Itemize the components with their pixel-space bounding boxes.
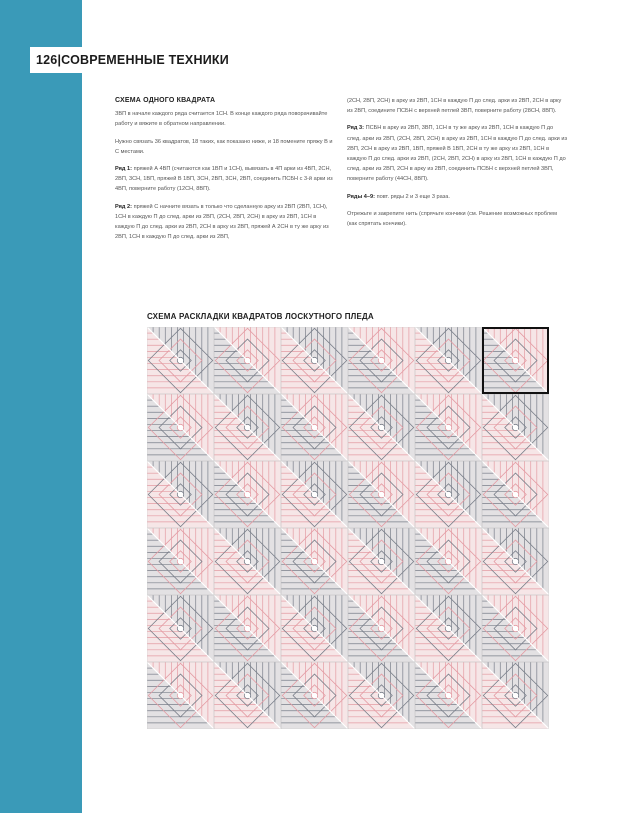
square-block — [214, 394, 281, 461]
square-block — [415, 662, 482, 729]
square-block — [415, 461, 482, 528]
square-block — [415, 595, 482, 662]
quantity-paragraph: Нужно связать 36 квадратов, 18 таких, как показано ниже, и 18 помените пряжу В и С местами. — [115, 138, 333, 155]
row2-text: пряжей С начните вязать в только что сделанную арку из 2ВП (2ВП, 1СН), 1СН в каждую П до след. арки из 2ВП, (2СН, 2ВП, 2СН) в арку из 2ВП, 1СН в каждую П до след. арки из 2ВП, 2СН в арку из 2ВП, пряжей А 2СН в ту же арку из 2ВП, 1СН в каждую П до след. арки из 2ВП, — [115, 203, 329, 241]
square-block — [214, 461, 281, 528]
row3-text: ПСБН в арку из 2ВП, 3ВП, 1СН в ту же арку из 2ВП, 1СН в каждую П до след. арки из 2ВП, (2СН, 2ВП, 2СН) в арку из 2ВП, 1СН в каждую П до след. арки из 2ВП, 2СН в арку из 2ВП, 1ВП, пряжей В 1ВП, 2СН в ту же арку из 2ВП, 1СН в каждую П до след. арки из 2ВП, (2СН, 2ВП, 2СН) в арку из 2ВП, 1СН в каждую П до след. арки из 2ВП, 2СН в арку из 2ВП, соединить ПСБН с верхней петлей 3ВП, поверните работу (44СН, 8ВП). — [347, 125, 568, 183]
square-block — [348, 528, 415, 595]
header-separator: | — [57, 53, 62, 67]
square-block — [348, 662, 415, 729]
square-block — [281, 528, 348, 595]
row1-label: Ряд 1: — [115, 166, 132, 173]
row2-label: Ряд 2: — [115, 203, 132, 210]
sidebar-band — [0, 0, 82, 813]
square-block — [214, 327, 281, 394]
row2-paragraph — [115, 202, 335, 243]
row3-paragraph — [347, 123, 567, 184]
square-block — [348, 394, 415, 461]
row2-continued: (2СН, 2ВП, 2СН) в арку из 2ВП, 1СН в каждую П до след. арки из 2ВП, 2СН в арку из 2ВП, соедините ПСБН с верхней петлей 3ВП, поверните работу (28СН, 8ВП). — [347, 98, 562, 115]
square-block — [415, 394, 482, 461]
single-square-heading: СХЕМА ОДНОГО КВАДРАТА — [115, 97, 216, 104]
layout-diagram-title: СХЕМА РАСКЛАДКИ КВАДРАТОВ ЛОСКУТНОГО ПЛЕДА — [147, 312, 374, 321]
page-number: 126 — [36, 53, 58, 67]
square-block — [348, 595, 415, 662]
square-block — [147, 394, 214, 461]
page-header — [0, 47, 620, 73]
square-block — [348, 461, 415, 528]
square-block — [281, 327, 348, 394]
square-block — [214, 528, 281, 595]
section-title: СОВРЕМЕННЫЕ ТЕХНИКИ — [61, 53, 229, 67]
square-block — [415, 327, 482, 394]
text-column-right — [347, 96, 567, 236]
text-column-left — [115, 96, 335, 249]
square-block — [482, 461, 549, 528]
square-block — [482, 595, 549, 662]
rows4-9-label: Ряды 4–9: — [347, 193, 375, 200]
square-block — [147, 528, 214, 595]
square-block — [281, 662, 348, 729]
header-text — [30, 47, 239, 73]
square-block — [348, 327, 415, 394]
patchwork-layout-diagram — [147, 327, 549, 729]
square-block — [147, 662, 214, 729]
rows4-9-text: повт. ряды 2 и 3 еще 3 раза. — [376, 193, 450, 200]
row3-label: Ряд 3: — [347, 125, 364, 132]
square-block — [214, 595, 281, 662]
square-block — [214, 662, 281, 729]
square-block — [147, 595, 214, 662]
square-block — [281, 461, 348, 528]
square-block — [482, 394, 549, 461]
finishing-paragraph: Отрежьте и закрепите нить (спрячьте кончики (см. Решение возможных проблем (как спрятать кончики). — [347, 210, 557, 228]
square-block — [147, 327, 214, 394]
square-block — [415, 528, 482, 595]
square-block — [482, 327, 549, 394]
square-block — [482, 528, 549, 595]
square-block — [281, 595, 348, 662]
square-block — [147, 461, 214, 528]
intro-paragraph: ЗВП в начале каждого ряда считается 1СН. В конце каждого ряда поворачивайте работу и вяжите в обратном направлении. — [115, 111, 328, 128]
square-block — [482, 662, 549, 729]
row1-text: пряжей А 4ВП (считаются как 1ВП и 1СН), вывязать в 4П арки из 4ВП, 2СН, 2ВП, 3СН, 1ВП, пряжей В 1ВП, 3СН, 2ВП, 3СН, 2ВП, соединить ПСБН с 3-й арки из 4ВП, поверните работу (12СН, 8ВП). — [115, 166, 333, 193]
rows4-9-paragraph — [347, 192, 567, 202]
square-block — [281, 394, 348, 461]
row1-paragraph — [115, 164, 335, 195]
